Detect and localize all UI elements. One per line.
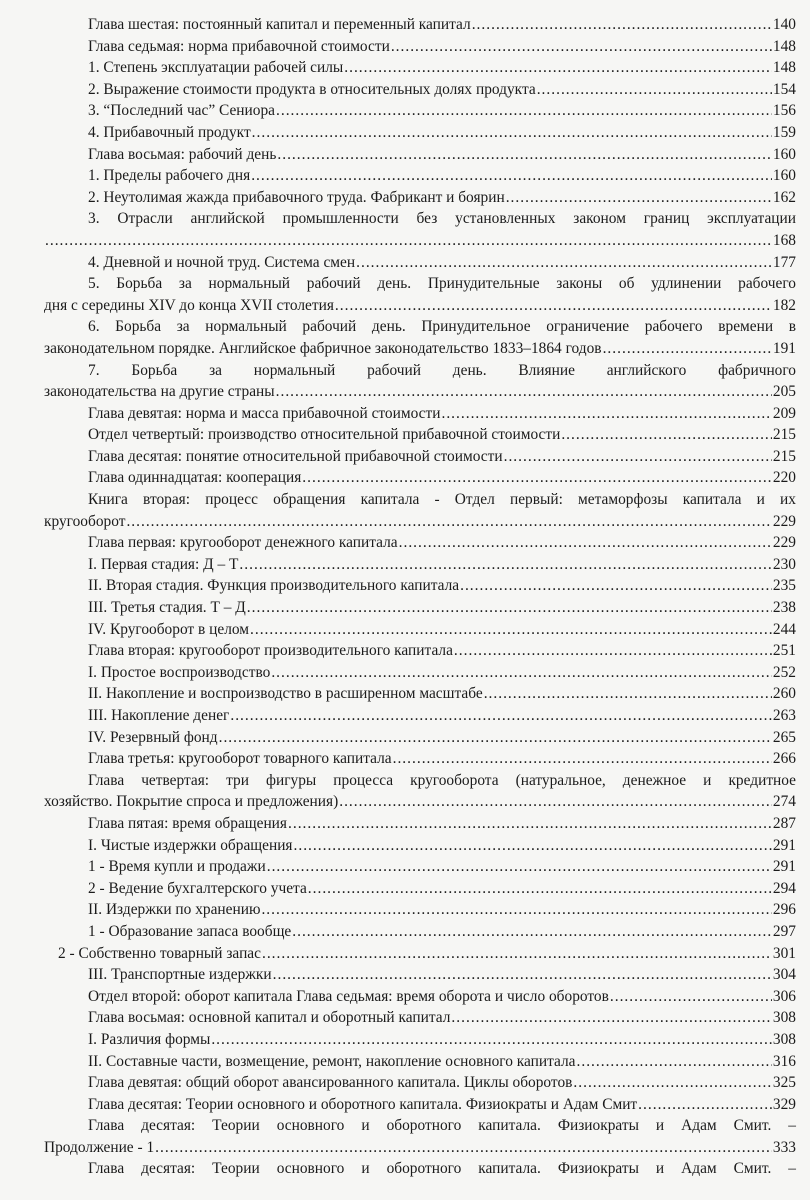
toc-entry xyxy=(44,446,796,468)
toc-entry-title: II. Накопление и воспроизводство в расширенном масштабе xyxy=(88,685,483,703)
toc-entry-title: 3. “Последний час” Сениора xyxy=(88,102,276,120)
toc-entry-title: II. Составные части, возмещение, ремонт, накопление основного капитала xyxy=(88,1052,576,1070)
toc-entry-continuation xyxy=(44,381,796,403)
toc-entry-title: Глава девятая: общий оборот авансированного капитала. Циклы оборотов xyxy=(88,1074,573,1092)
dot-leader xyxy=(399,532,772,554)
toc-page-number: 244 xyxy=(772,620,796,638)
dot-leader xyxy=(339,791,772,813)
toc-entry-title: 5. Борьба за нормальный рабочий день. Принудительные законы об удлинении рабочего xyxy=(88,275,796,293)
toc-entry xyxy=(44,683,796,705)
toc-entry xyxy=(44,1029,796,1051)
toc-entry xyxy=(44,424,796,446)
toc-entry-first-line xyxy=(44,316,796,338)
dot-leader xyxy=(239,554,771,576)
toc-entry-title: Глава восьмая: рабочий день xyxy=(88,145,277,163)
dot-leader xyxy=(45,230,772,252)
dot-leader xyxy=(155,1137,772,1159)
toc-entry-title: II. Издержки по хранению xyxy=(88,901,261,919)
dot-leader xyxy=(506,187,772,209)
toc-page-number: 160 xyxy=(772,167,796,185)
dot-leader xyxy=(308,878,772,900)
toc-page-number: 329 xyxy=(772,1095,796,1113)
toc-entry xyxy=(44,1094,796,1116)
toc-page-number: 235 xyxy=(772,577,796,595)
toc-entry-title-cont: дня с середины XIV до конца XVII столетия xyxy=(44,296,334,314)
toc-page-number: 260 xyxy=(772,685,796,703)
toc-entry-continuation xyxy=(44,230,796,252)
toc-page-number: 266 xyxy=(772,750,796,768)
toc-entry xyxy=(44,705,796,727)
toc-entry xyxy=(44,813,796,835)
toc-page-number: 220 xyxy=(772,469,796,487)
toc-entry-first-line xyxy=(44,1115,796,1137)
dot-leader xyxy=(335,295,772,317)
toc-page-number: 274 xyxy=(772,793,796,811)
toc-entry-title: Отдел второй: оборот капитала Глава седьмая: время оборота и число оборотов xyxy=(88,987,609,1005)
toc-entry-title: IV. Кругооборот в целом xyxy=(88,620,250,638)
toc-entry xyxy=(44,748,796,770)
toc-page-number: 308 xyxy=(772,1030,796,1048)
toc-page-number: 229 xyxy=(772,512,796,530)
dot-leader xyxy=(344,57,772,79)
toc-entry xyxy=(44,187,796,209)
toc-entry-title: I. Первая стадия: Д – Т xyxy=(88,555,239,573)
toc-page-number: 301 xyxy=(772,944,796,962)
toc-page-number: 159 xyxy=(772,123,796,141)
toc-entry xyxy=(44,921,796,943)
toc-entry-title: III. Накопление денег xyxy=(88,707,230,724)
toc-entry-continuation xyxy=(44,1137,796,1159)
toc-entry xyxy=(44,575,796,597)
toc-entry-first-line xyxy=(44,1158,796,1180)
toc-entry-first-line xyxy=(44,770,796,792)
dot-leader xyxy=(472,14,772,36)
dot-leader xyxy=(393,748,772,770)
toc-entry xyxy=(44,57,796,79)
toc-entry xyxy=(44,554,796,576)
toc-entry-title: Глава десятая: Теории основного и оборотного капитала. Физиократы и Адам Смит. – xyxy=(88,1117,796,1135)
toc-entry xyxy=(44,467,796,489)
dot-leader xyxy=(277,144,772,166)
toc-page-number: 148 xyxy=(772,37,796,55)
toc-entry xyxy=(44,899,796,921)
toc-entry-title: Глава восьмая: основной капитал и оборотный капитал xyxy=(88,1009,451,1027)
toc-entry-continuation xyxy=(44,295,796,317)
toc-page-number: 308 xyxy=(772,1009,796,1027)
toc-page-number: 209 xyxy=(772,404,796,422)
toc-entry-title: Глава седьмая: норма прибавочной стоимости xyxy=(88,37,390,55)
toc-entry-title: 3. Отрасли английской промышленности без установленных законом границ эксплуатации xyxy=(88,210,796,228)
toc-entry-title-cont: законодательном порядке. Английское фабричное законодательство 1833–1864 годов xyxy=(44,339,602,357)
dot-leader xyxy=(638,1094,772,1116)
toc-entry-title: 6. Борьба за нормальный рабочий день. Принудительное ограничение рабочего времени в xyxy=(88,318,796,336)
dot-leader xyxy=(356,252,772,274)
toc-page-number: 287 xyxy=(772,814,796,832)
dot-leader xyxy=(276,100,772,122)
toc-entry-title: Глава первая: кругооборот денежного капитала xyxy=(88,534,398,552)
dot-leader xyxy=(451,1007,771,1029)
toc-page-number: 251 xyxy=(772,642,796,660)
dot-leader xyxy=(441,403,771,425)
dot-leader xyxy=(252,122,772,144)
toc-entry-first-line xyxy=(44,208,796,230)
toc-entry xyxy=(44,662,796,684)
toc-entry-title: 1 - Время купли и продажи xyxy=(88,858,266,876)
dot-leader xyxy=(273,964,772,986)
toc-entry-continuation xyxy=(44,791,796,813)
toc-entry xyxy=(44,1072,796,1094)
toc-page-number: 325 xyxy=(772,1074,796,1092)
dot-leader xyxy=(603,338,772,360)
dot-leader xyxy=(504,446,772,468)
toc-entry-title: Книга вторая: процесс обращения капитала - Отдел первый: метаморфозы капитала и их xyxy=(88,491,796,509)
toc-entry-title: Глава третья: кругооборот товарного капитала xyxy=(88,750,392,768)
toc-entry xyxy=(44,403,796,425)
toc-entry-title: II. Вторая стадия. Функция производительного капитала xyxy=(88,577,460,595)
dot-leader xyxy=(577,1051,772,1073)
toc-entry-title: III. Третья стадия. Т – Д xyxy=(88,599,246,617)
toc-entry xyxy=(44,964,796,986)
toc-entry-title-cont: кругооборот xyxy=(44,512,126,530)
toc-entry-title: Глава десятая: Теории основного и оборотного капитала. Физиократы и Адам Смит xyxy=(88,1095,638,1113)
dot-leader xyxy=(302,467,772,489)
toc-page-number: 215 xyxy=(772,426,796,444)
toc-entry-title: Глава вторая: кругооборот производительного капитала xyxy=(88,642,453,660)
toc-page-number: 306 xyxy=(772,987,796,1005)
toc-page-number: 304 xyxy=(772,966,796,984)
toc-entry-title: Глава шестая: постоянный капитал и переменный капитал xyxy=(88,16,471,33)
toc-entry-title: Отдел четвертый: производство относительной прибавочной стоимости xyxy=(88,426,561,444)
dot-leader xyxy=(288,813,772,835)
toc-entry xyxy=(44,36,796,58)
toc-entry-title: Глава пятая: время обращения xyxy=(88,814,288,832)
dot-leader xyxy=(537,79,772,101)
dot-leader xyxy=(294,835,772,857)
toc-entry-title: I. Чистые издержки обращения xyxy=(88,836,293,854)
dot-leader xyxy=(261,899,771,921)
toc-page-number: 252 xyxy=(772,663,796,681)
toc-entry xyxy=(44,986,796,1008)
toc-entry xyxy=(44,165,796,187)
toc-entry xyxy=(44,1051,796,1073)
toc-entry-title-cont: Продолжение - 1 xyxy=(44,1138,155,1156)
toc-page-number: 294 xyxy=(772,879,796,897)
toc-entry-title: I. Различия формы xyxy=(88,1030,211,1048)
toc-entry xyxy=(44,14,796,36)
toc-entry-title: 2 - Собственно товарный запас xyxy=(58,944,261,962)
toc-entry-title: 2 - Ведение бухгалтерского учета xyxy=(88,879,307,897)
toc-entry-title: Глава одиннадцатая: кооперация xyxy=(88,469,302,487)
dot-leader xyxy=(247,597,772,619)
dot-leader xyxy=(610,986,772,1008)
toc-entry xyxy=(44,532,796,554)
toc-page-number: 215 xyxy=(772,447,796,465)
toc-page-number: 291 xyxy=(772,858,796,876)
toc-page-number: 160 xyxy=(772,145,796,163)
toc-page-number: 191 xyxy=(772,339,796,357)
dot-leader xyxy=(271,662,772,684)
toc-page-number: 291 xyxy=(772,836,796,854)
dot-leader xyxy=(219,727,772,749)
dot-leader xyxy=(250,619,772,641)
toc-entry xyxy=(44,878,796,900)
dot-leader xyxy=(276,381,772,403)
toc-page-number: 182 xyxy=(772,296,796,314)
dot-leader xyxy=(573,1072,772,1094)
toc-page-number: 333 xyxy=(772,1138,796,1156)
toc-entry xyxy=(14,943,796,965)
toc-entry-first-line xyxy=(44,360,796,382)
toc-entry-title: I. Простое воспроизводство xyxy=(88,663,271,681)
toc-entry-first-line xyxy=(44,273,796,295)
toc-entry xyxy=(44,640,796,662)
toc-entry-title: 7. Борьба за нормальный рабочий день. Влияние английского фабричного xyxy=(88,361,796,379)
dot-leader xyxy=(230,705,772,727)
toc-entry-title: 4. Дневной и ночной труд. Система смен xyxy=(88,253,356,271)
toc-page-number: 156 xyxy=(772,102,796,120)
dot-leader xyxy=(561,424,772,446)
dot-leader xyxy=(454,640,772,662)
toc-page-number: 297 xyxy=(772,922,796,940)
toc-page-number: 265 xyxy=(772,728,796,746)
toc-entry-continuation xyxy=(44,511,796,533)
toc-entry-title: 2. Выражение стоимости продукта в относительных долях продукта xyxy=(88,80,536,98)
toc-entry-title: 4. Прибавочный продукт xyxy=(88,123,251,141)
toc-entry-title: IV. Резервный фонд xyxy=(88,728,218,746)
toc-entry xyxy=(44,122,796,144)
toc-entry xyxy=(44,619,796,641)
toc-entry-title: III. Транспортные издержки xyxy=(88,966,272,984)
toc-page-number: 154 xyxy=(772,80,796,98)
toc-entry-title: 1. Пределы рабочего дня xyxy=(88,167,251,185)
toc-entry-title: Глава девятая: норма и масса прибавочной стоимости xyxy=(88,404,441,422)
toc-page-number: 229 xyxy=(772,534,796,552)
toc-entry-title: 1. Степень эксплуатации рабочей силы xyxy=(88,59,344,77)
toc-page-number: 238 xyxy=(772,599,796,617)
toc-page-number: 140 xyxy=(772,16,796,33)
toc-entry xyxy=(44,1007,796,1029)
toc-page-number: 148 xyxy=(772,59,796,77)
toc-entry xyxy=(44,252,796,274)
toc-entry-title: 2. Неутолимая жажда прибавочного труда. Фабрикант и боярин xyxy=(88,188,505,206)
toc-entry-title: Глава десятая: Теории основного и оборотного капитала. Физиократы и Адам Смит. – xyxy=(88,1160,796,1178)
dot-leader xyxy=(126,511,771,533)
toc-entry-first-line xyxy=(44,489,796,511)
dot-leader xyxy=(211,1029,772,1051)
dot-leader xyxy=(251,165,772,187)
toc-entry xyxy=(44,597,796,619)
toc-entry-title: 1 - Образование запаса вообще xyxy=(88,922,292,940)
toc-entry xyxy=(44,727,796,749)
toc-entry-continuation xyxy=(44,338,796,360)
toc-entry xyxy=(44,856,796,878)
toc-page-number: 162 xyxy=(772,188,796,206)
toc-entry-title: Глава десятая: понятие относительной прибавочной стоимости xyxy=(88,447,503,465)
dot-leader xyxy=(391,36,772,58)
toc-entry xyxy=(44,100,796,122)
dot-leader xyxy=(460,575,772,597)
toc-page-number: 168 xyxy=(772,231,796,249)
toc-page-number: 316 xyxy=(772,1052,796,1070)
toc-page-number: 296 xyxy=(772,901,796,919)
toc-entry-title-cont: хозяйство. Покрытие спроса и предложения) xyxy=(44,793,339,811)
toc-page-number: 177 xyxy=(772,253,796,271)
toc-page-number: 230 xyxy=(772,555,796,573)
toc-entry xyxy=(44,144,796,166)
toc-entry-title: Глава четвертая: три фигуры процесса кругооборота (натуральное, денежное и кредитное xyxy=(88,771,796,789)
toc-page-number: 263 xyxy=(772,707,796,724)
dot-leader xyxy=(484,683,772,705)
dot-leader xyxy=(267,856,772,878)
dot-leader xyxy=(262,943,772,965)
toc-entry-title-cont: законодательства на другие страны xyxy=(44,383,275,401)
dot-leader xyxy=(292,921,772,943)
toc-entry xyxy=(44,835,796,857)
toc-page-number: 205 xyxy=(772,383,796,401)
toc-entry xyxy=(44,79,796,101)
